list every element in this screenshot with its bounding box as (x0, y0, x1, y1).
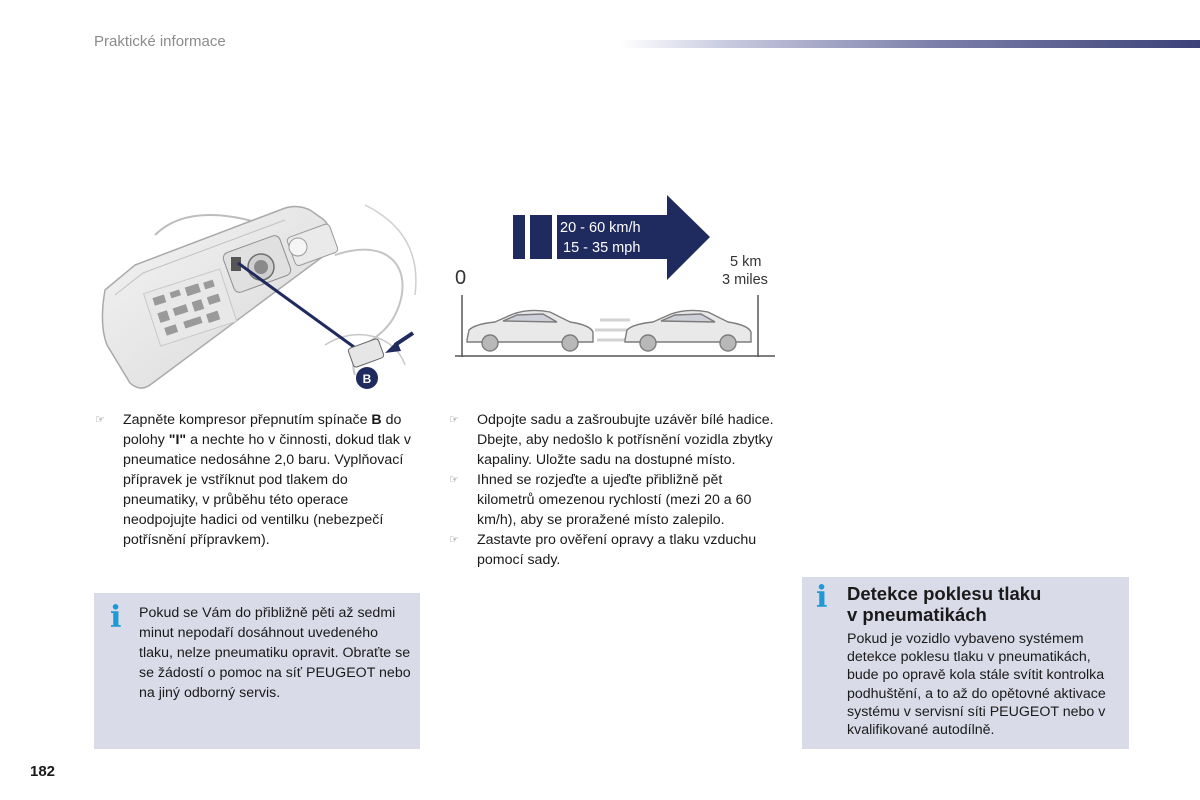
start-label: 0 (455, 267, 467, 289)
compressor-illustration (95, 195, 420, 395)
instruction-text: Zastavte pro ověření opravy a tlaku vzduchu pomocí sady. (477, 532, 757, 568)
pointing-hand-icon: ☞ (95, 413, 105, 426)
instruction-item (449, 470, 779, 530)
info-text: Pokud se Vám do přibližně pěti až sedmi minut nepodaří dosáhnout uvedeného tlaku, nelze pneumatiku opravit. Obraťte se se žádostí o pomoc na síť PEUGEOT nebo na jiný odborný servis. (139, 605, 411, 701)
speed-mph-label: 15 - 35 mph (563, 240, 641, 256)
middle-column (449, 410, 779, 570)
page-number: 182 (30, 763, 56, 780)
car-moving (625, 310, 751, 351)
switch-position: "I" (168, 432, 187, 448)
instruction-text: Ihned se rozjeďte a ujeďte přibližně pět kilometrů omezenou rychlostí (mezi 20 a 60 km/h), aby se proražené místo zalepilo. (477, 472, 752, 528)
switch-b-label: B (362, 372, 372, 386)
info-heading (847, 583, 1117, 625)
pointing-hand-icon: ☞ (449, 533, 459, 546)
info-heading-line: Detekce poklesu tlaku (847, 583, 1042, 604)
speed-kmh-label: 20 - 60 km/h (560, 220, 641, 236)
instruction-item (95, 410, 425, 550)
instruction-text: Odpojte sadu a zašroubujte uzávěr bílé hadice. (477, 412, 774, 428)
info-text: Pokud je vozidlo vybaveno systémem detekce poklesu tlaku v pneumatikách, bude po opravě kola stále svítit kontrolka podhuštění, a to až do opětovné aktivace systému v servisní síti PEUGEOT nebo v kvalifikované autodílně. (847, 631, 1106, 739)
info-box-pressure (94, 593, 420, 749)
instruction-item (449, 410, 779, 470)
info-heading-line: v pneumatikách (847, 604, 987, 625)
left-column (95, 410, 425, 550)
speed-distance-illustration (445, 190, 780, 360)
distance-km-label: 5 km (730, 254, 762, 270)
info-icon: i (110, 600, 122, 635)
instruction-text: do polohy (123, 412, 402, 448)
info-icon: i (816, 580, 828, 615)
section-title: Praktické informace (94, 33, 226, 50)
header-gradient-bar (620, 40, 1200, 48)
pointing-hand-icon: ☞ (449, 413, 459, 426)
instruction-item (449, 530, 779, 570)
instruction-text: a nechte ho v činnosti, dokud tlak v pneumatice nedosáhne 2,0 baru. Vyplňovací přípravek je vstříknut pod tlakem do pneumatiky, v průběhu této operace neodpojujte hadici od ventilku (nebezpečí potřísnění přípravkem). (123, 432, 411, 548)
instruction-text: Zapněte kompresor přepnutím spínače (123, 412, 372, 428)
info-box-tpms (802, 577, 1129, 749)
distance-miles-label: 3 miles (722, 272, 768, 288)
pointing-hand-icon: ☞ (449, 473, 459, 486)
switch-name: B (371, 412, 382, 428)
instruction-note: Dbejte, aby nedošlo k potřísnění vozidla zbytky kapaliny. Uložte sadu na dostupné místo. (477, 432, 773, 468)
car-start (467, 310, 593, 351)
